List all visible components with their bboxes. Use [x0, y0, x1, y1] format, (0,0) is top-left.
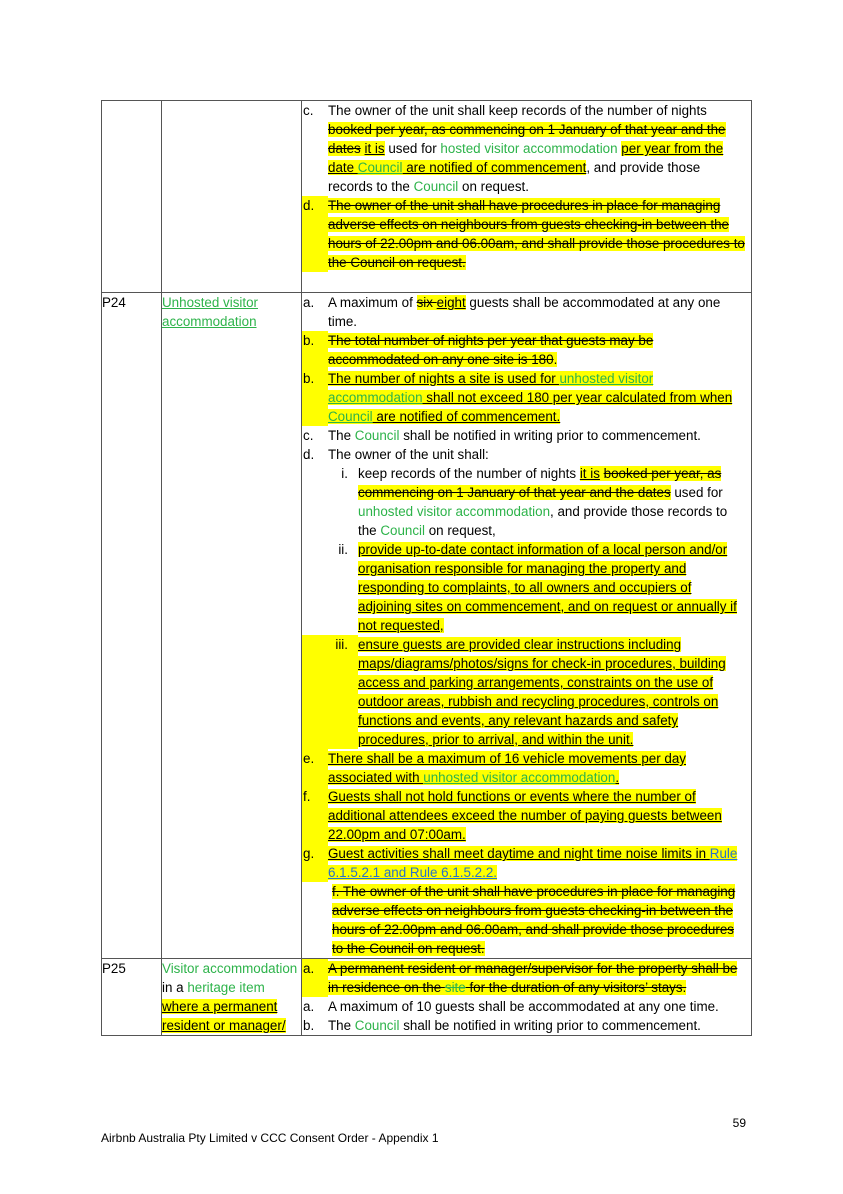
text-segment: ensure guests are provided clear instructions including maps/diagrams/photos/signs for check-in procedures, building access and parking arrangements, constraints on the use of outdoor areas, rubbish and recycling procedures, controls on functions and events, any relevant hazards and safety procedures, prior to arrival, and within the unit.: [358, 637, 726, 747]
text-segment: on request,: [425, 523, 496, 538]
rule-id: [102, 101, 162, 293]
rule-row: [102, 293, 752, 959]
condition-marker: a.: [303, 295, 315, 310]
condition-text: [358, 464, 751, 540]
condition: [302, 959, 751, 997]
condition-marker: c.: [303, 428, 314, 443]
text-segment: eight: [436, 295, 466, 310]
text-segment: The: [328, 428, 355, 443]
condition-marker: a.: [302, 959, 328, 997]
activity-conditions: [302, 101, 752, 293]
text-segment: .: [615, 770, 620, 785]
text-segment: used for: [384, 141, 441, 156]
condition: [302, 997, 751, 1016]
condition-text: [358, 635, 751, 749]
text-segment: shall be notified in writing prior to commencement.: [399, 1018, 701, 1033]
text-segment: unhosted visitor accommodation: [358, 504, 551, 519]
text-segment: are notified of commencement.: [372, 409, 561, 424]
text-segment: Council: [354, 1018, 400, 1033]
text-segment: provide up-to-date contact information of a local person and/or organisation responsible for managing the property and responding to complaints, to all owners and occupiers of adjoining sites on commencement, and on request or annually if not requested,: [358, 542, 737, 633]
text-segment: Council: [328, 409, 373, 424]
text-segment: for the duration of any visitors’ stays.: [465, 980, 687, 995]
rules-table: [101, 100, 752, 1036]
text-segment: Unhosted visitor accommodation: [162, 295, 259, 329]
text-segment: unhosted visitor accommodation: [328, 371, 654, 405]
condition-text: [328, 445, 751, 464]
condition-marker: a.: [303, 999, 315, 1014]
condition-text: [328, 369, 751, 426]
condition: [302, 426, 751, 445]
text-segment: site: [444, 980, 466, 995]
condition-marker: i.: [341, 466, 348, 481]
condition-marker: g.: [302, 844, 328, 882]
condition-text: [328, 196, 751, 272]
text-segment: The owner of the unit shall have procedures in place for managing adverse effects on neighbours from guests checking-in between the hours of 22.00pm and 06.00am, and shall provide those procedures to the Council on request.: [328, 198, 745, 270]
text-segment: There shall be a maximum of 16 vehicle movements per day associated with: [328, 751, 686, 785]
activity-conditions: [302, 293, 752, 959]
rule-row: [102, 959, 752, 1036]
text-segment: A maximum of: [328, 295, 417, 310]
condition: [302, 749, 751, 787]
condition: [302, 196, 751, 272]
condition-marker: ii.: [338, 542, 348, 557]
rule-id: P24: [102, 293, 162, 959]
text-segment: used for: [670, 485, 723, 500]
text-segment: are notified of commencement: [402, 160, 587, 175]
rule-id: P25: [102, 959, 162, 1036]
text-segment: booked per year, as commencing on 1 January of that year and the dates: [328, 122, 726, 156]
condition-text: [328, 293, 751, 331]
rule-row: [102, 101, 752, 293]
text-segment: .: [553, 352, 558, 367]
text-segment: Guest activities shall meet daytime and night time noise limits in: [328, 846, 710, 861]
page-number: 59: [732, 1116, 746, 1130]
condition-marker: b.: [302, 369, 328, 426]
condition-text: [328, 997, 751, 1016]
text-segment: Council: [380, 523, 426, 538]
condition-marker: b.: [302, 331, 328, 369]
deleted-condition: [302, 882, 751, 958]
text-segment: six: [416, 295, 437, 310]
sub-condition: [302, 540, 751, 635]
condition-text: [328, 426, 751, 445]
text-segment: shall not exceed 180 per year calculated from when: [422, 390, 733, 405]
text-segment: heritage item: [187, 980, 265, 995]
condition: [302, 369, 751, 426]
text-segment: booked per year, as commencing on 1 January of that year and the dates: [358, 466, 722, 500]
condition-text: [328, 1016, 751, 1035]
condition-text: [328, 331, 751, 369]
text-segment: keep records of the number of nights: [358, 466, 580, 481]
condition-text: [328, 959, 751, 997]
condition: [302, 331, 751, 369]
text-segment: A maximum of 10 guests shall be accommodated at any one time.: [328, 999, 719, 1014]
text-segment: [361, 141, 365, 156]
text-segment: Council: [354, 428, 400, 443]
text-segment: it is: [579, 466, 600, 481]
text-segment: hosted visitor accommodation: [440, 141, 618, 156]
condition: [302, 101, 751, 196]
text-segment: Visitor accommodation: [162, 961, 298, 976]
text-segment: f. The owner of the unit shall have procedures in place for managing adverse effects on neighbours from guests checking-in between the hours of 22.00pm and 06.00am, and shall provide those procedures to the Council on request.: [332, 884, 736, 956]
activity-name: [162, 959, 302, 1036]
condition-marker: b.: [303, 1018, 315, 1033]
text-segment: in a: [162, 980, 188, 995]
text-segment: The owner of the unit shall:: [328, 447, 489, 462]
text-segment: where a permanent resident or manager/: [162, 999, 286, 1033]
text-segment: The number of nights a site is used for: [328, 371, 560, 386]
text-segment: unhosted visitor accommodation: [423, 770, 616, 785]
condition-text: [328, 787, 751, 844]
text-segment: Rule 6.1.5.2.1 and Rule 6.1.5.2.2.: [328, 846, 738, 880]
condition-text: [328, 101, 751, 196]
condition: [302, 293, 751, 331]
condition-text: [358, 540, 751, 635]
condition: [302, 787, 751, 844]
sub-condition: [302, 464, 751, 540]
activity-conditions: [302, 959, 752, 1036]
condition-marker: f.: [302, 787, 328, 844]
condition-marker: d.: [303, 447, 315, 462]
spacer: [302, 272, 751, 292]
text-segment: guests shall be accommodated at any one time.: [328, 295, 721, 329]
rules-table-body: [102, 101, 752, 1036]
activity-name: [162, 101, 302, 293]
condition-text: [328, 844, 751, 882]
text-segment: The: [328, 1018, 355, 1033]
text-segment: Council: [357, 160, 403, 175]
condition-marker: c.: [303, 103, 314, 118]
text-segment: per year from the date: [328, 141, 724, 175]
text-segment: The total number of nights per year that guests may be accommodated on any one site is 180: [328, 333, 654, 367]
condition: [302, 844, 751, 882]
text-segment: it is: [364, 141, 385, 156]
condition: [302, 445, 751, 464]
sub-condition: [302, 635, 751, 749]
condition-text: [328, 749, 751, 787]
condition: [302, 1016, 751, 1035]
text-segment: , and provide those records to the: [328, 160, 701, 194]
text-segment: A permanent resident or manager/supervisor for the property shall be in residence on the: [328, 961, 738, 995]
text-segment: Council: [413, 179, 459, 194]
condition-marker: e.: [302, 749, 328, 787]
condition-marker: d.: [302, 196, 328, 272]
text-segment: Guests shall not hold functions or events where the number of additional attendees exceed the number of paying guests between 22.00pm and 07:00am.: [328, 789, 722, 842]
text-segment: shall be notified in writing prior to commencement.: [399, 428, 701, 443]
activity-name: [162, 293, 302, 959]
condition-marker: iii.: [302, 635, 358, 749]
text-segment: The owner of the unit shall keep records of the number of nights: [328, 103, 707, 118]
text-segment: on request.: [458, 179, 530, 194]
text-segment: , and provide those records to the: [358, 504, 728, 538]
footer-text: Airbnb Australia Pty Limited v CCC Consent Order - Appendix 1: [101, 1131, 439, 1145]
